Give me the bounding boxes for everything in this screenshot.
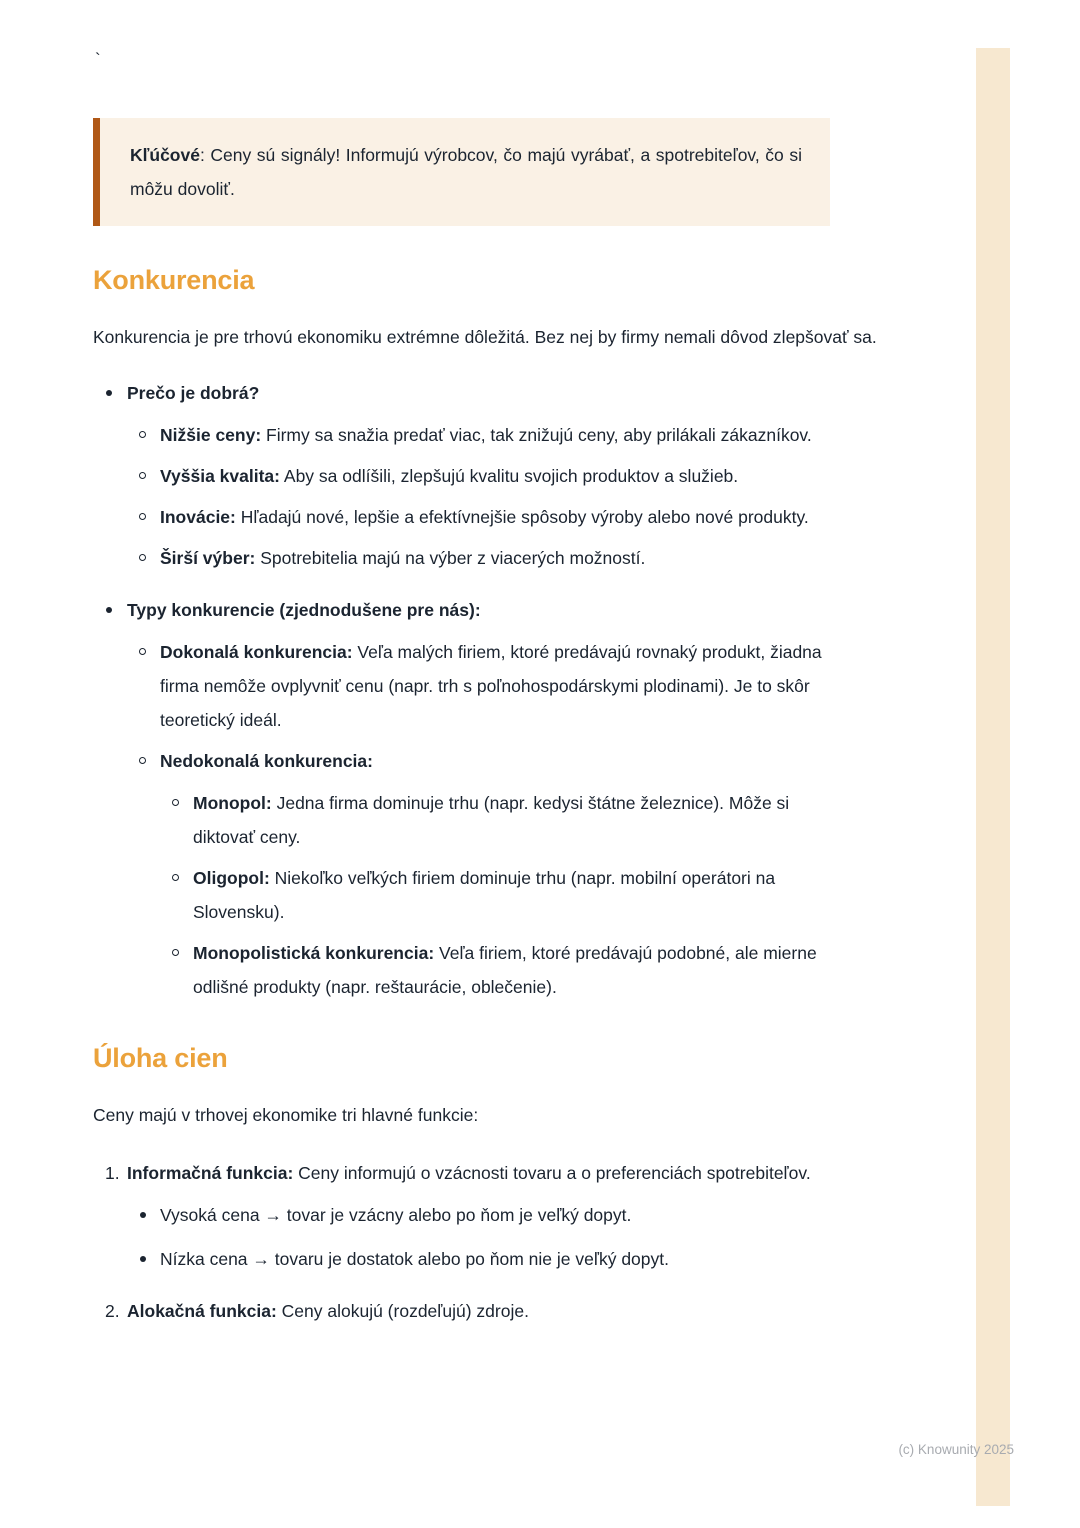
uloha-numbered-list: [93, 1156, 933, 1328]
bullet-circle-icon: [172, 949, 179, 956]
term: Vyššia kvalita:: [160, 466, 280, 486]
item-number: 2.: [105, 1301, 120, 1321]
term: Nižšie ceny:: [160, 425, 262, 445]
list-item: [127, 744, 822, 1004]
list-item: [93, 593, 933, 1004]
bullet-circle-icon: [139, 513, 146, 520]
term: Inovácie:: [160, 507, 236, 527]
definition: Jedna firma dominuje trhu (napr. kedysi štátne železnice). Môže si diktovať ceny.: [193, 793, 790, 847]
bullet-circle-icon: [139, 648, 146, 655]
bullet-circle-icon: [172, 874, 179, 881]
item-number: 1.: [105, 1163, 120, 1183]
list-item: [160, 861, 822, 929]
uloha-intro: Ceny majú v trhovej ekonomike tri hlavné funkcie:: [93, 1105, 479, 1125]
term: Dokonalá konkurencia:: [160, 642, 353, 662]
definition: Aby sa odlíšili, zlepšujú kvalitu svojich produktov a služieb.: [280, 466, 739, 486]
numbered-item: [93, 1156, 933, 1276]
definition: Firmy sa snažia predať viac, tak znižujú ceny, aby prilákali zákazníkov.: [261, 425, 812, 445]
sublist: [127, 1198, 811, 1276]
bullet-circle-icon: [139, 431, 146, 438]
sublist: [160, 786, 822, 1004]
bullet-disc-icon: [140, 1212, 146, 1218]
document-content: [93, 118, 933, 1328]
list-item: [160, 936, 822, 1004]
sub-item-text: Vysoká cena → tovar je vzácny alebo po ňom je veľký dopyt.: [160, 1205, 632, 1225]
right-margin-stripe: [976, 48, 1010, 1506]
list-item: [127, 418, 812, 452]
definition: Spotrebitelia majú na výber z viacerých možností.: [255, 548, 646, 568]
definition: Ceny alokujú (rozdeľujú) zdroje.: [276, 1301, 529, 1321]
list-item: [127, 1242, 811, 1276]
definition: Veľa malých firiem, ktoré predávajú rovnaký produkt, žiadna firma nemôže ovplyvniť cenu (napr. trh s poľnohospodárskymi plodinami). Je to skôr teoretický ideál.: [160, 642, 822, 730]
list-item: [127, 459, 812, 493]
list-item: [127, 1198, 811, 1232]
list-item: [160, 786, 822, 854]
bullet-circle-icon: [139, 554, 146, 561]
bullet-disc-icon: [106, 607, 112, 613]
definition: Veľa firiem, ktoré predávajú podobné, ale mierne odlišné produkty (napr. reštaurácie, oblečenie).: [193, 943, 817, 997]
list-item: [127, 635, 822, 737]
term: Širší výber:: [160, 548, 256, 568]
term: Alokačná funkcia:: [127, 1301, 277, 1321]
bullet-circle-icon: [139, 472, 146, 479]
section-title-uloha-cien: Úloha cien: [93, 1043, 228, 1073]
term: Nedokonalá konkurencia:: [160, 751, 373, 771]
list-item: [93, 376, 933, 575]
bullet-disc-icon: [106, 390, 112, 396]
sub-item-text: Nízka cena → tovaru je dostatok alebo po ňom nie je veľký dopyt.: [160, 1249, 669, 1269]
term: Informačná funkcia:: [127, 1163, 294, 1183]
list-item-body: [127, 376, 812, 575]
konkurencia-intro: Konkurencia je pre trhovú ekonomiku extrémne dôležitá. Bez nej by firmy nemali dôvod zlepšovať sa.: [93, 327, 877, 347]
bullet-circle-icon: [139, 757, 146, 764]
callout-body: : Ceny sú signály! Informujú výrobcov, čo majú vyrábať, a spotrebiteľov, čo si môžu dovoliť.: [130, 145, 802, 199]
konkurencia-list: [93, 376, 933, 1004]
definition: Ceny informujú o vzácnosti tovaru a o preferenciách spotrebiteľov.: [293, 1163, 811, 1183]
definition: Niekoľko veľkých firiem dominuje trhu (napr. mobilní operátori na Slovensku).: [193, 868, 776, 922]
list-item: [127, 541, 812, 575]
list-item: [127, 500, 812, 534]
list-item-label: Prečo je dobrá?: [127, 383, 260, 403]
term: Monopol:: [193, 793, 272, 813]
sublist: [127, 635, 822, 1004]
term: Monopolistická konkurencia:: [193, 943, 435, 963]
section-title-konkurencia: Konkurencia: [93, 265, 255, 295]
sublist: [127, 418, 812, 575]
stray-backtick: `: [95, 50, 101, 69]
bullet-circle-icon: [172, 799, 179, 806]
callout-text: [130, 138, 802, 206]
term: Oligopol:: [193, 868, 270, 888]
bullet-disc-icon: [140, 1256, 146, 1262]
list-item-label: Typy konkurencie (zjednodušene pre nás):: [127, 600, 481, 620]
numbered-item: [93, 1294, 933, 1328]
copyright-footer: (c) Knowunity 2025: [898, 1442, 1014, 1457]
definition: Hľadajú nové, lepšie a efektívnejšie spôsoby výroby alebo nové produkty.: [235, 507, 809, 527]
callout-lead: Kľúčové: [130, 145, 200, 165]
key-callout: [93, 118, 830, 226]
list-item-body: [127, 593, 822, 1004]
